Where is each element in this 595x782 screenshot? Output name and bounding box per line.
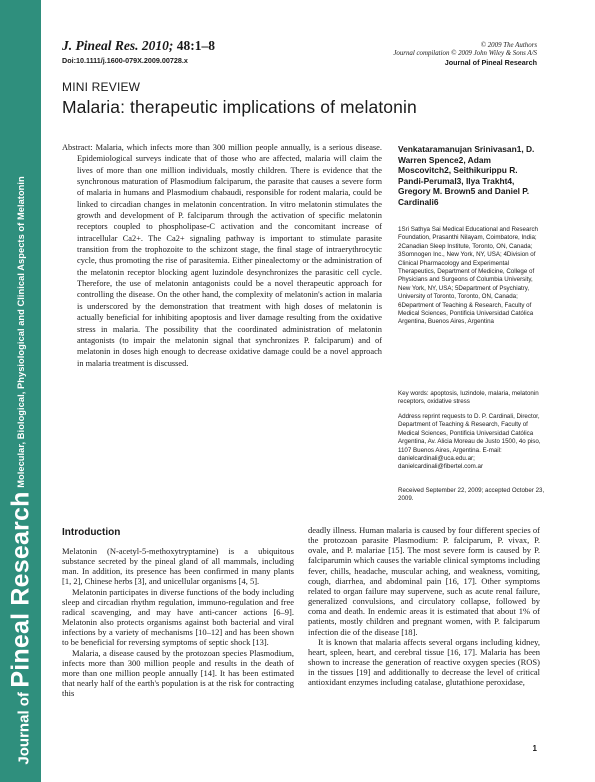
journal-name: Journal of Pineal Research — [444, 57, 537, 67]
keywords: Key words: apoptosis, luzindole, malaria, melatonin receptors, oxidative stress — [398, 390, 539, 406]
body-column-right — [308, 525, 540, 688]
article-title: Malaria: therapeutic implications of melatonin — [62, 97, 417, 117]
author-list: Venkataramanujan Srinivasan1, D. Warren Spence2, Adam Moscovitch2, Seithikurippu R. Pandi-Perumal3, Ilya Trakht4, Gregory M. Brown5 and Daniel P. Cardinali6 — [398, 144, 535, 207]
paragraph: Malaria, a disease caused by the protozoan species Plasmodium, infects more than 300 million people and results in the death of more than one million people annually [14]. It has been estimated that nearly half of the earth's population is at the risk for contracting this — [62, 647, 294, 699]
sidebar-brand-name: Pineal Research — [6, 491, 35, 688]
affiliations: 1Sri Sathya Sai Medical Educational and Research Foundation, Prasanthi Nilayam, Coimbatore, India; 2Canadian Sleep Institute, Toronto, ON, Canada; 3Somnogen Inc., New York, NY, USA; 4Division of Clinical Pharmacology and Experimental Therapeutics, Department of Medicine, College of Physicians and Surgeons of Columbia University, New York, NY, USA; 5Department of Psychiatry, University of Toronto, Toronto, ON, Canada; 6Department of Teaching & Research, Faculty of Medical Sciences, Pontificia Universidad Católica Argentina, Buenos Aires, Argentina — [398, 226, 538, 326]
section-label: MINI REVIEW — [62, 80, 141, 94]
abstract — [62, 142, 382, 369]
sidebar-brand — [6, 491, 35, 765]
copyright-block — [393, 42, 537, 67]
paragraph: deadly illness. Human malaria is caused by four different species of the protozoan parasite Plasmodium: P. falciparum, P. vivax, P. ovale, and P. malariae [15]. The most severe form is caused by P. falciparumin which causes the variable clinical symptoms including fever, chills, headache, muscular aching, and weakness, vomiting, cough, diarrhea, and abdominal pain [16, 17]. Other symptoms related to organ failure may supervene, such as acute renal failure, generalized convulsions, and circulatory collapse, followed by coma and death. In endemic areas it is estimated that about 1% of patients, mostly children and pregnant women, with P. falciparum infection die of the disease [18]. — [308, 525, 540, 637]
sidebar-brand-box — [7, 488, 35, 768]
copyright-line: © 2009 The Authors — [480, 42, 537, 49]
paragraph: Melatonin participates in diverse functions of the body including sleep and circadian rhythm regulation, immuno-regulation and free radical scavenging, and may have anti-cancer actions [6–9]. Melatonin also protects organisms against both bacterial and viral infections by a variety of mechanisms [10–12] and has been shown to be beneficial for reversing symptoms of septic shock [13]. — [62, 586, 294, 648]
journal-citation — [62, 38, 215, 54]
paragraph: It is known that malaria affects several organs including kidney, heart, spleen, heart, and cerebral tissue [16, 17]. Malaria has been shown to increase the generation of reactive oxygen species (ROS) in the tissues [19] and additionally to decrease the level of critical antioxidant enzymes including catalase, glutathione peroxidase, — [308, 636, 540, 688]
journal-sidebar — [0, 0, 41, 782]
doi: Doi:10.1111/j.1600-079X.2009.00728.x — [62, 56, 188, 65]
paragraph: Melatonin (N-acetyl-5-methoxytryptamine) is a ubiquitous substance secreted by the pineal gland of all mammals, including man. In addition, its presence has been confirmed in many plants [1, 2], Chinese herbs [3], and unicellular organisms [4, 5]. — [62, 546, 294, 587]
sidebar-brand-prefix: Journal of — [15, 692, 33, 765]
introduction-heading: Introduction — [62, 527, 121, 538]
journal-ref-text: J. Pineal Res. 2010; — [62, 38, 174, 53]
sidebar-subtitle: Molecular, Biological, Physiological and Clinical Aspects of Melatonin — [16, 176, 26, 488]
journal-volume: 48:1–8 — [173, 38, 215, 53]
abstract-text: Abstract: Malaria, which infects more than 300 million people annually, is a serious disease. Epidemiological surveys indicate that of those who are affected, malaria will claim the lives of more than one million individuals, mostly children. There is evidence that the synchronous maturation of Plasmodium falciparum, the parasite that causes a severe form of malaria in humans and Plasmodium chabaudi, responsible for rodent malaria, could be linked to circadian changes in melatonin concentration. In vitro melatonin stimulates the growth and development of P. falciparum through the activation of specific melatonin receptors coupled to phospholipase-C activation and the concomitant increase of intracellular Ca2+. The Ca2+ signaling pathway is important to stimulate parasite transition from the trophozoite to the schizont stage, the final stage of intraerythrocytic cycle, thus promoting the rise of parasitemia. Either pinealectomy or the administration of the melatonin receptor blocking agent luzindole desynchronizes the parasitic cell cycle. Therefore, the use of melatonin antagonists could be a novel therapeutic approach for controlling the disease. On the other hand, the complexity of melatonin's action in malaria is underscored by the demonstration that treatment with high doses of melatonin is actually beneficial for inhibiting apoptosis and liver damage resulting from the oxidative stress in malaria. The possibility that the coordinated administration of melatonin antagonists (to impair the melatonin signal that synchronizes P. falciparum) and of melatonin in doses high enough to decrease oxidative damage could be a novel approach in malaria treatment is discussed. — [62, 143, 382, 368]
page-number: 1 — [532, 744, 537, 753]
sidebar-subtitle-box — [13, 112, 29, 552]
compilation-line: Journal compilation © 2009 John Wiley & Sons A/S — [393, 50, 537, 58]
received-dates: Received September 22, 2009; accepted October 23, 2009. — [398, 487, 545, 503]
body-column-left — [62, 546, 294, 698]
reprint-address: Address reprint requests to D. P. Cardinali, Director, Department of Teaching & Research, Faculty of Medical Sciences, Pontificia Universidad Católica Argentina, Av. Alicia Moreau de Justo 1500, 4o piso, 1107 Buenos Aires, Argentina. E-mail: danielcardinali@uca.edu.ar; danielcardinali@fibertel.com.ar — [398, 413, 541, 471]
